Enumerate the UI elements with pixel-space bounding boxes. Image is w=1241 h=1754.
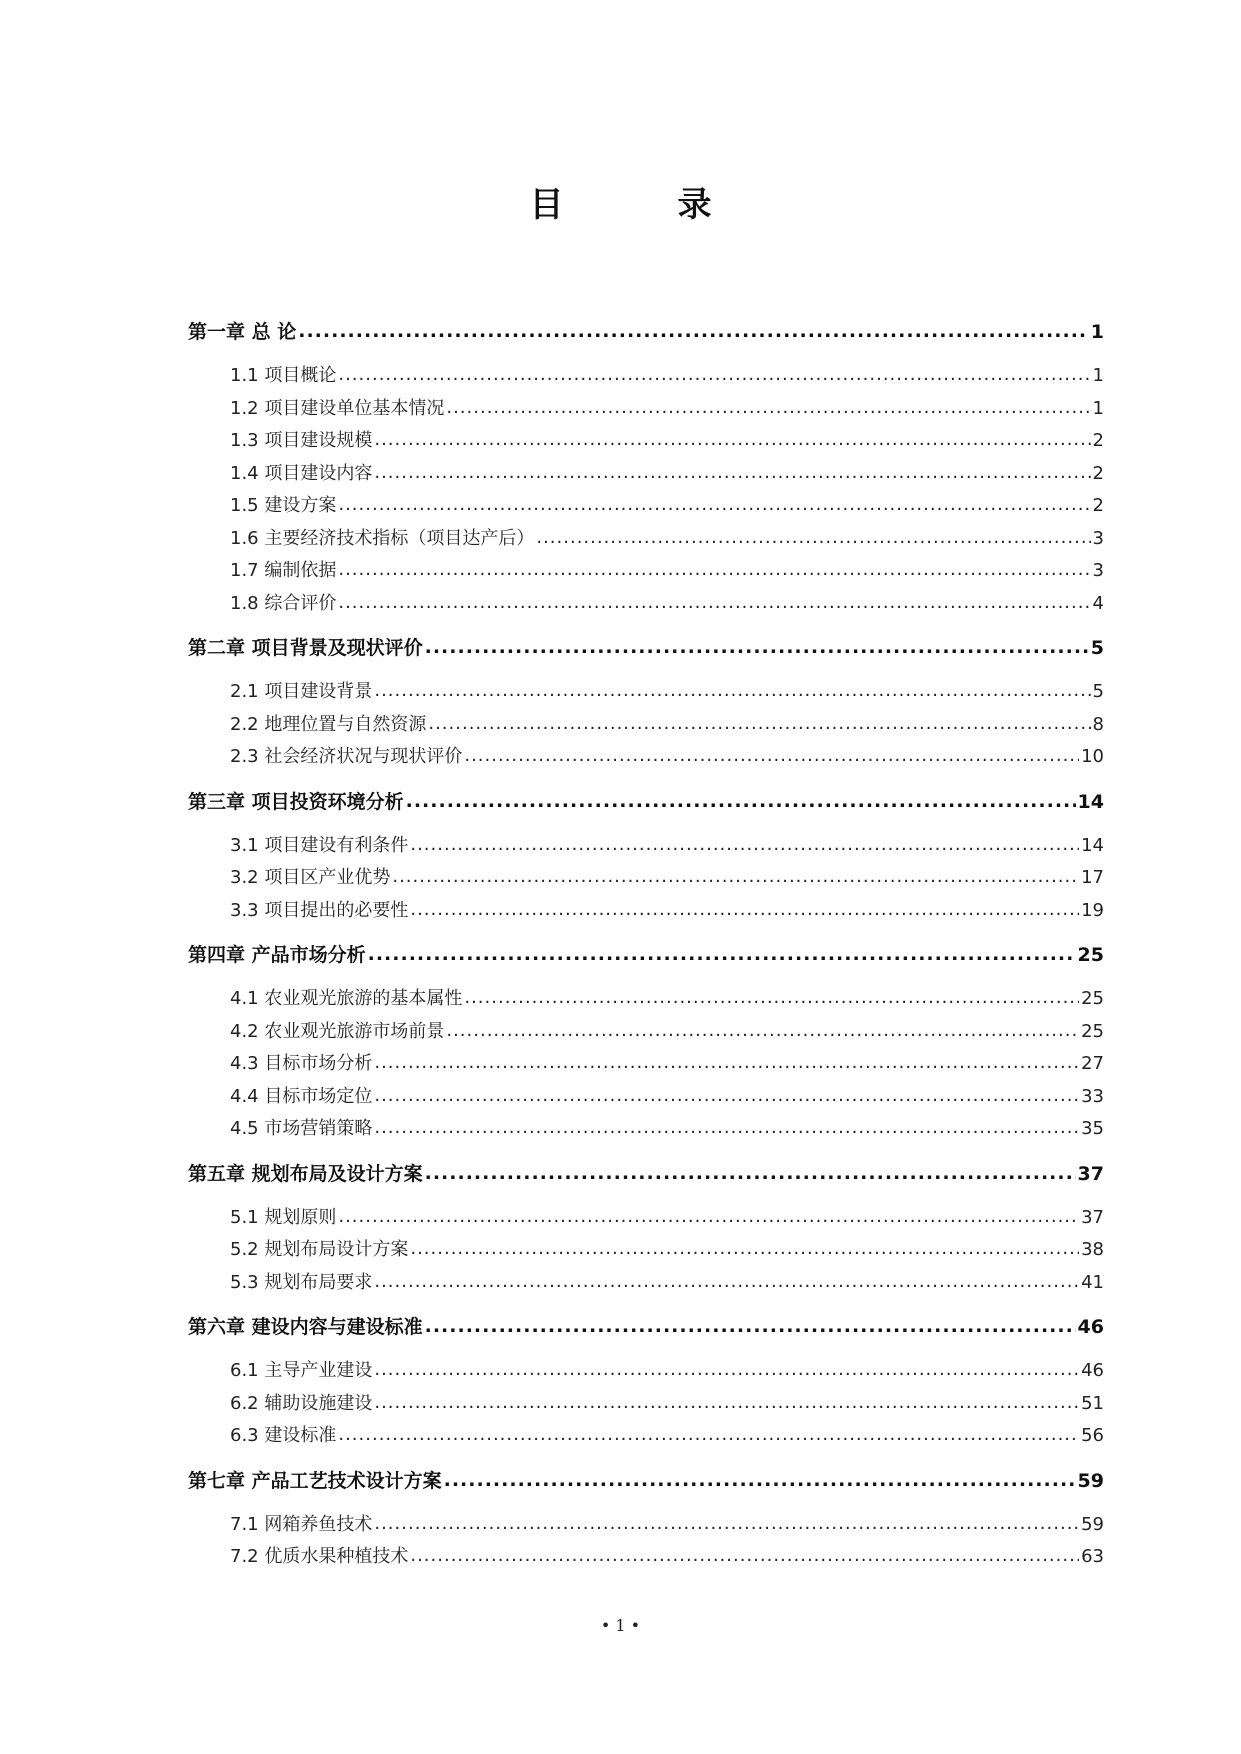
toc-label: 6.2 辅助设施建设 [230, 1392, 373, 1414]
toc-page-number: 14 [1077, 790, 1104, 813]
toc-leader [464, 982, 1079, 1015]
toc-leader [338, 554, 1090, 587]
toc-leader [444, 1464, 1076, 1496]
toc-section-6-2[interactable] [188, 1388, 1104, 1421]
toc-title: 目 录 [529, 185, 752, 225]
toc-section-1-5[interactable] [188, 490, 1104, 523]
toc-label: 5.2 规划布局设计方案 [230, 1239, 409, 1260]
toc-section-1-4[interactable] [188, 458, 1104, 491]
toc-section-1-2[interactable] [188, 393, 1104, 426]
toc-leader [338, 587, 1090, 620]
toc-section-6-1[interactable] [188, 1355, 1104, 1388]
toc-page-number: 2 [1092, 462, 1104, 484]
toc-page-number: 25 [1077, 944, 1104, 966]
toc-leader [406, 785, 1076, 817]
toc-leader [446, 1015, 1079, 1048]
toc-page-number: 37 [1077, 1162, 1104, 1185]
toc-page-number: 25 [1081, 1020, 1104, 1042]
toc-label: 第六章 建设内容与建设标准 [188, 1316, 423, 1338]
toc-label: 6.3 建设标准 [230, 1425, 337, 1446]
toc-page-number: 41 [1081, 1271, 1104, 1293]
toc-label: 6.1 主导产业建设 [230, 1360, 373, 1381]
toc-label: 1.1 项目概论 [230, 365, 337, 386]
toc-leader [425, 1310, 1076, 1342]
toc-chapter-2[interactable] [188, 632, 1104, 664]
toc-section-6-3[interactable] [188, 1420, 1104, 1453]
toc-page-number: 2 [1092, 495, 1104, 516]
toc-page-number: 1 [1092, 397, 1104, 419]
toc-leader [392, 861, 1079, 894]
toc-page-number: 35 [1081, 1118, 1104, 1139]
toc-leader [374, 1047, 1079, 1080]
toc-leader [374, 457, 1090, 490]
toc-page-number: 51 [1081, 1392, 1104, 1414]
toc-leader [374, 675, 1090, 708]
table-of-contents [188, 316, 1104, 1574]
toc-leader [338, 1419, 1079, 1452]
toc-section-5-2[interactable] [188, 1234, 1104, 1267]
toc-label: 7.1 网箱养鱼技术 [230, 1513, 373, 1535]
toc-label: 1.5 建设方案 [230, 495, 337, 516]
toc-page-number: 3 [1092, 560, 1104, 581]
toc-section-1-7[interactable] [188, 555, 1104, 588]
toc-leader [410, 894, 1079, 927]
toc-page-number: 14 [1081, 834, 1104, 856]
toc-page-number: 27 [1081, 1053, 1104, 1074]
toc-page-number: 25 [1081, 988, 1104, 1009]
toc-chapter-6[interactable] [188, 1311, 1104, 1343]
toc-label: 第三章 项目投资环境分析 [188, 790, 404, 813]
toc-page-number: 5 [1092, 681, 1104, 702]
toc-label: 1.3 项目建设规模 [230, 430, 373, 451]
toc-label: 4.4 目标市场定位 [230, 1085, 373, 1107]
toc-chapter-3[interactable] [188, 786, 1104, 818]
toc-label: 1.4 项目建设内容 [230, 462, 373, 484]
toc-section-4-3[interactable] [188, 1048, 1104, 1081]
toc-page-number: 10 [1081, 746, 1104, 767]
toc-page-number: 56 [1081, 1425, 1104, 1446]
toc-section-7-2[interactable] [188, 1541, 1104, 1574]
toc-leader [410, 1233, 1079, 1266]
toc-leader [298, 315, 1089, 347]
toc-leader [425, 1157, 1076, 1189]
toc-label: 3.1 项目建设有利条件 [230, 834, 409, 856]
toc-section-3-3[interactable] [188, 895, 1104, 928]
toc-page-number: 17 [1081, 867, 1104, 888]
toc-chapter-1[interactable] [188, 316, 1104, 348]
toc-page-number: 1 [1090, 321, 1104, 343]
toc-label: 第五章 规划布局及设计方案 [188, 1162, 423, 1185]
toc-page-number: 8 [1092, 713, 1104, 735]
toc-section-3-1[interactable] [188, 830, 1104, 863]
toc-leader [410, 1540, 1079, 1573]
toc-page-number: 1 [1092, 365, 1104, 386]
toc-section-2-2[interactable] [188, 709, 1104, 742]
page-number-footer: • 1 • [600, 1616, 641, 1635]
toc-label: 2.2 地理位置与自然资源 [230, 713, 427, 735]
toc-page-number: 2 [1092, 430, 1104, 451]
toc-section-3-2[interactable] [188, 862, 1104, 895]
toc-leader [374, 1387, 1079, 1420]
toc-leader [374, 424, 1090, 457]
toc-leader [368, 938, 1076, 970]
toc-section-5-1[interactable] [188, 1202, 1104, 1235]
toc-leader [374, 1080, 1079, 1113]
toc-section-1-6[interactable] [188, 523, 1104, 556]
toc-page-number: 19 [1081, 899, 1104, 921]
toc-page-number: 33 [1081, 1085, 1104, 1107]
toc-leader [536, 522, 1090, 555]
toc-leader [338, 1201, 1079, 1234]
toc-leader [410, 829, 1079, 862]
toc-label: 2.1 项目建设背景 [230, 681, 373, 702]
toc-page-number: 5 [1090, 637, 1104, 659]
toc-section-1-3[interactable] [188, 425, 1104, 458]
toc-label: 2.3 社会经济状况与现状评价 [230, 746, 463, 767]
toc-label: 5.1 规划原则 [230, 1206, 337, 1228]
toc-label: 1.7 编制依据 [230, 560, 337, 581]
toc-page-number: 46 [1077, 1316, 1104, 1338]
toc-section-1-1[interactable] [188, 360, 1104, 393]
toc-page-number: 4 [1092, 592, 1104, 614]
toc-leader [374, 1112, 1079, 1145]
toc-label: 4.5 市场营销策略 [230, 1118, 373, 1139]
toc-label: 第七章 产品工艺技术设计方案 [188, 1469, 442, 1492]
toc-section-4-2[interactable] [188, 1016, 1104, 1049]
toc-section-2-3[interactable] [188, 741, 1104, 774]
toc-section-4-5[interactable] [188, 1113, 1104, 1146]
toc-section-4-4[interactable] [188, 1081, 1104, 1114]
toc-page-number: 38 [1081, 1239, 1104, 1260]
toc-section-5-3[interactable] [188, 1267, 1104, 1300]
toc-label: 4.1 农业观光旅游的基本属性 [230, 988, 463, 1009]
toc-leader [374, 1266, 1079, 1299]
toc-page-number: 46 [1081, 1360, 1104, 1381]
toc-leader [374, 1354, 1079, 1387]
toc-leader [425, 631, 1089, 663]
toc-section-4-1[interactable] [188, 983, 1104, 1016]
toc-label: 第四章 产品市场分析 [188, 944, 366, 966]
toc-chapter-7[interactable] [188, 1465, 1104, 1497]
toc-leader [464, 740, 1079, 773]
toc-label: 第一章 总 论 [188, 321, 297, 343]
toc-label: 1.6 主要经济技术指标（项目达产后） [230, 527, 535, 549]
toc-label: 7.2 优质水果种植技术 [230, 1546, 409, 1567]
toc-section-7-1[interactable] [188, 1509, 1104, 1542]
toc-chapter-5[interactable] [188, 1158, 1104, 1190]
toc-section-1-8[interactable] [188, 588, 1104, 621]
toc-section-2-1[interactable] [188, 676, 1104, 709]
toc-page-number: 63 [1081, 1546, 1104, 1567]
toc-label: 5.3 规划布局要求 [230, 1271, 373, 1293]
toc-label: 第二章 项目背景及现状评价 [188, 637, 423, 659]
toc-page-number: 3 [1092, 527, 1104, 549]
toc-leader [338, 359, 1090, 392]
toc-label: 4.2 农业观光旅游市场前景 [230, 1020, 445, 1042]
toc-label: 1.8 综合评价 [230, 592, 337, 614]
toc-page-number: 59 [1081, 1513, 1104, 1535]
toc-page-number: 59 [1077, 1469, 1104, 1492]
toc-leader [446, 392, 1090, 425]
toc-label: 3.3 项目提出的必要性 [230, 899, 409, 921]
toc-leader [374, 1508, 1079, 1541]
toc-label: 1.2 项目建设单位基本情况 [230, 397, 445, 419]
toc-chapter-4[interactable] [188, 939, 1104, 971]
toc-page-number: 37 [1081, 1206, 1104, 1228]
toc-label: 4.3 目标市场分析 [230, 1053, 373, 1074]
toc-leader [428, 708, 1090, 741]
toc-label: 3.2 项目区产业优势 [230, 867, 391, 888]
toc-leader [338, 489, 1090, 522]
